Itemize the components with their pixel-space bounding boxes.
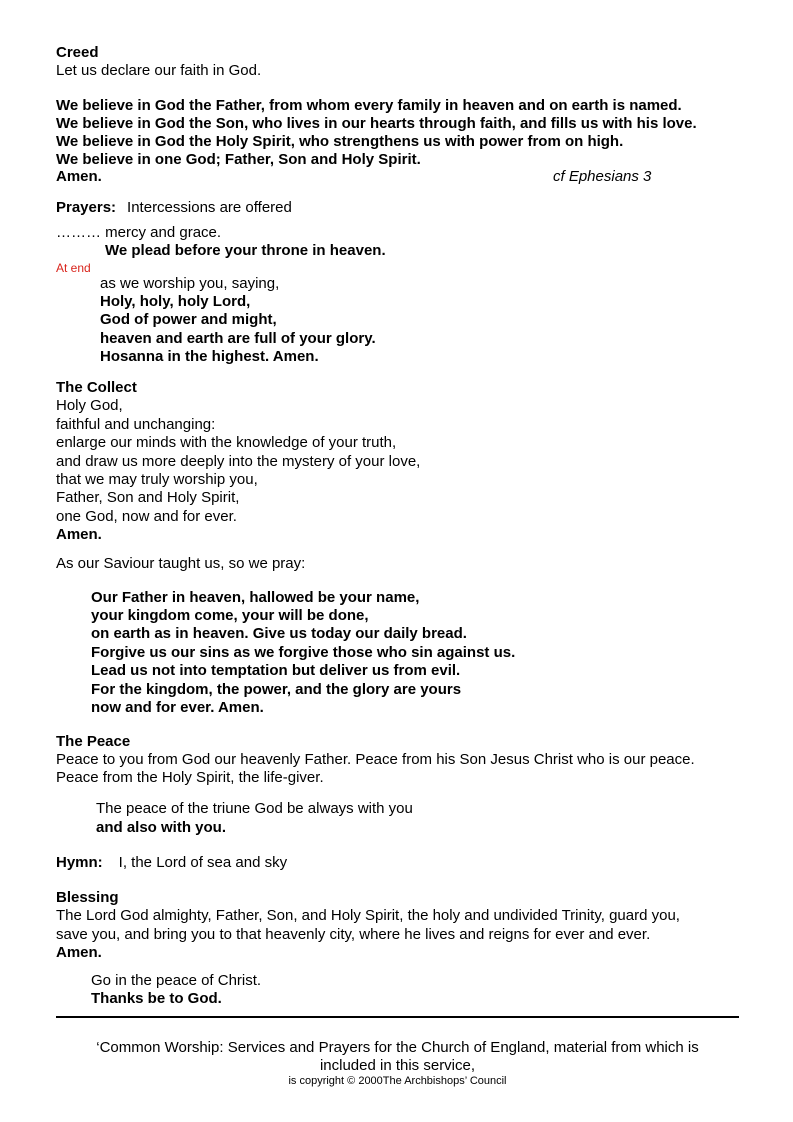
footer-copyright: is copyright © 2000The Archbishops’ Council	[288, 1075, 507, 1087]
blessing-amen: Amen.	[56, 944, 102, 961]
collect-line: and draw us more deeply into the mystery of your love,	[56, 453, 421, 470]
lords-prayer-line: For the kingdom, the power, and the glory are yours	[91, 681, 462, 698]
collect-line: enlarge our minds with the knowledge of your truth,	[56, 434, 397, 451]
lords-prayer-line: Our Father in heaven, hallowed be your name,	[91, 589, 420, 606]
hymn-title: I, the Lord of sea and sky	[118, 854, 288, 871]
at-end-rubric: At end	[56, 261, 91, 275]
collect-line: one God, now and for ever.	[56, 508, 237, 525]
prayers-response: We plead before your throne in heaven.	[105, 242, 386, 259]
collect-line: faithful and unchanging:	[56, 416, 216, 433]
creed-amen: Amen.	[56, 168, 102, 185]
prayers-closing-line: as we worship you, saying,	[100, 275, 280, 292]
collect-line: Father, Son and Holy Spirit,	[56, 489, 240, 506]
prayers-closing-line: heaven and earth are full of your glory.	[100, 330, 376, 347]
lords-prayer-intro: As our Saviour taught us, so we pray:	[56, 555, 306, 572]
creed-reference: cf Ephesians 3	[553, 168, 652, 185]
creed-line: We believe in God the Son, who lives in our hearts through faith, and fills us with his love.	[56, 115, 697, 132]
hymn-label: Hymn:	[56, 854, 103, 871]
blessing-line: The Lord God almighty, Father, Son, and Holy Spirit, the holy and undivided Trinity, guard you,	[56, 907, 680, 924]
blessing-heading: Blessing	[56, 889, 119, 906]
footer-divider	[56, 1016, 739, 1018]
creed-line: We believe in God the Holy Spirit, who strengthens us with power from on high.	[56, 133, 624, 150]
prayers-lead: ……… mercy and grace.	[56, 224, 222, 241]
lords-prayer-line: Lead us not into temptation but deliver us from evil.	[91, 662, 461, 679]
creed-line: We believe in God the Father, from whom every family in heaven and on earth is named.	[56, 97, 682, 114]
lords-prayer-line: on earth as in heaven. Give us today our daily bread.	[91, 625, 467, 642]
blessing-line: save you, and bring you to that heavenly city, where he lives and reigns for ever and ever.	[56, 926, 651, 943]
collect-heading: The Collect	[56, 379, 137, 396]
peace-line: Peace from the Holy Spirit, the life-giver.	[56, 769, 324, 786]
prayers-closing-line: God of power and might,	[100, 311, 277, 328]
peace-heading: The Peace	[56, 733, 131, 750]
collect-line: Holy God,	[56, 397, 123, 414]
peace-response: and also with you.	[96, 819, 227, 836]
prayers-closing-line: Holy, holy, holy Lord,	[100, 293, 251, 310]
prayers-label: Prayers:	[56, 199, 117, 216]
peace-versicle: The peace of the triune God be always with you	[96, 800, 413, 817]
prayers-text: Intercessions are offered	[127, 199, 292, 216]
lords-prayer-line: now and for ever. Amen.	[91, 699, 264, 716]
creed-line: We believe in one God; Father, Son and Holy Spirit.	[56, 151, 421, 168]
lords-prayer-line: Forgive us our sins as we forgive those who sin against us.	[91, 644, 516, 661]
collect-amen: Amen.	[56, 526, 102, 543]
creed-intro: Let us declare our faith in God.	[56, 62, 262, 79]
lords-prayer-line: your kingdom come, your will be done,	[91, 607, 369, 624]
hymn-line	[56, 854, 287, 872]
creed-heading: Creed	[56, 44, 99, 61]
dismissal-response: Thanks be to God.	[91, 990, 222, 1007]
prayers-line	[56, 199, 292, 217]
footer-line: ‘Common Worship: Services and Prayers for the Church of England, material from which is	[96, 1039, 699, 1056]
collect-line: that we may truly worship you,	[56, 471, 258, 488]
prayers-closing-line: Hosanna in the highest. Amen.	[100, 348, 319, 365]
footer-line: included in this service,	[319, 1057, 476, 1074]
peace-line: Peace to you from God our heavenly Father. Peace from his Son Jesus Christ who is our peace.	[56, 751, 695, 768]
dismissal: Go in the peace of Christ.	[91, 972, 262, 989]
